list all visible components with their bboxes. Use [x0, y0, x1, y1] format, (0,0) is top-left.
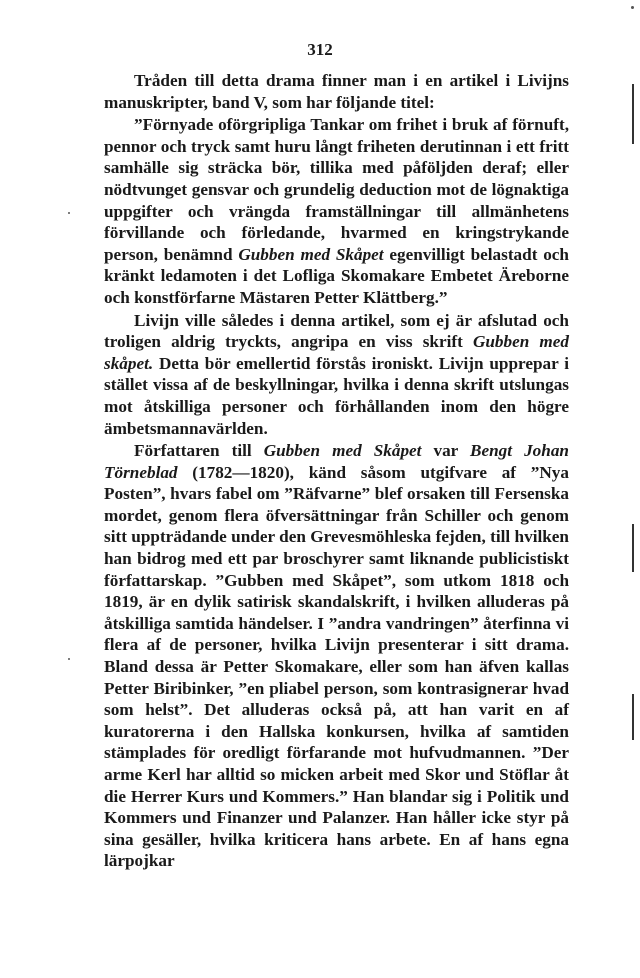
paragraph-1	[104, 70, 569, 113]
italic-title-gubben-med-skapet: Gubben med Skåpet	[263, 441, 422, 461]
italic-title-gubben-med-skapet: Gubben med skåpet.	[104, 332, 569, 373]
body-text	[104, 70, 569, 872]
scan-margin-mark	[632, 84, 634, 144]
text-segment: Tråden till detta drama finner man i en artikel i Livijns manuskripter, band V, som har följande titel:	[104, 71, 569, 112]
scan-speck	[68, 212, 70, 214]
page-number: 312	[307, 40, 333, 59]
scan-margin-mark	[632, 694, 634, 740]
paragraph-4	[104, 440, 569, 872]
italic-author-name: Bengt Johan Törneblad	[104, 441, 569, 482]
paragraph-3	[104, 310, 569, 440]
text-segment: ”Förnyade oförgripliga Tankar om frihet i bruk af förnuft, pennor och tryck samt huru långt friheten derutinnan i ett fritt samhälle sig sträcka bör, tillika med påföljden deraf; eller nödtvunget gensvar och grundelig deduction mot de lögnaktiga uppgifter och vrängda framställningar till allmänhetens förvillande och förledande, hvarmed en kringstrykande person, benämnd	[104, 115, 569, 264]
scan-speck	[631, 6, 634, 9]
text-segment: Författaren till	[134, 441, 264, 461]
text-segment: (1782—1820), känd såsom utgifvare af ”Nya Posten”, hvars fabel om ”Räfvarne” blef orsaken till Fersenska mordet, genom flera öfversättningar från Schiller och genom sitt uppträdande under den Grevesmöhleska fejden, till hvilken han bidrog med ett par broschyrer samt liknande publicistiskt författarskap. ”Gubben med Skåpet”, som utkom 1818 och 1819, är en dylik satirisk skandalskrift, i hvilken alluderas på åtskilliga samtida händelser. I ”andra vandringen” återfinna vi flera af de personer, hvilka Livijn presenterar i sitt drama. Bland dessa är Petter Skomakare, eller som han äfven kallas Petter Biribinker, ”en pliabel person, som kontrasignerar hvad som helst”. Det alluderas också på, att han varit en af kuratorerna i den Hallska konkursen, hvilka af samtiden stämplades för oredligt förfarande mot hufvudmannen. ”Der arme Kerl har alltid so micken arbeit med Skor und Stöflar åt die Herrer Kurs und Kommers.” Han blandar sig i Politik und Kommers und Finanzer und Palanzer. Han håller icke styr på sina gesäller, hvilka kriticera hans arbete. En af hans egna lärpojkar	[104, 462, 569, 871]
text-segment: Detta bör emellertid förstås ironiskt. Livijn upprepar i stället vissa af de beskyllningar, hvilka i denna skrift utslungas mot åtskilliga personer och förhållanden inom den högre ämbetsmannavärlden.	[104, 353, 569, 438]
italic-title-gubben-med-skapet: Gubben med Skåpet	[238, 244, 384, 264]
text-segment: var	[421, 441, 471, 461]
scan-speck	[68, 658, 70, 660]
scan-margin-mark	[632, 524, 634, 572]
text-segment: Livijn ville således i denna artikel, som ej är afslutad och troligen aldrig tryckts, angripa en viss skrift	[104, 310, 569, 352]
paragraph-2-quoted-title	[104, 114, 569, 308]
text-segment: egenvilligt belastadt och kränkt ledamoten i det Lofliga Skomakare Embetet Äreborne och konstförfarne Mästaren Petter Klättberg.”	[104, 244, 569, 307]
